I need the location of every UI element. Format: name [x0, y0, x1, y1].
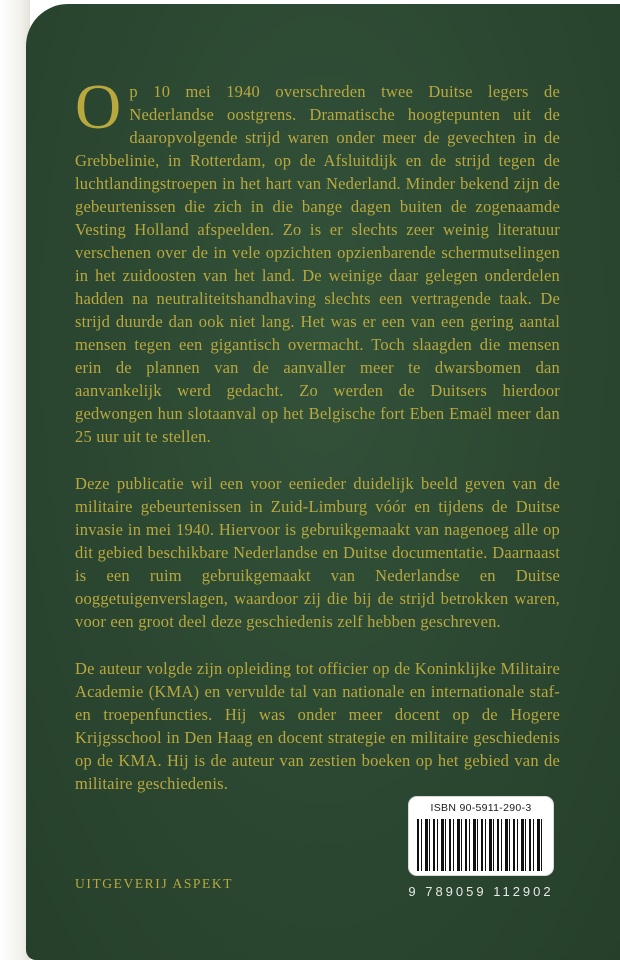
- cover-background: [26, 4, 620, 960]
- paragraph-author: De auteur volgde zijn opleiding tot officier op de Koninklijke Militaire Academie (KMA) en vervulde tal van nationale en internationale staf- en troepenfuncties. Hij was onder meer docent op de Hogere Krijgsschool in Den Haag en docent strategie en militaire geschiedenis op de KMA. Hij is de auteur van zestien boeken op het gebied van de militaire geschiedenis.: [75, 659, 560, 793]
- paragraph-intro: [75, 71, 560, 448]
- barcode-digits: 9 789059 112902: [408, 884, 554, 899]
- drop-cap-letter: O: [75, 71, 122, 142]
- barcode-panel: [408, 796, 554, 876]
- blurb-text-block: [75, 71, 560, 819]
- paragraph-publication: Deze publicatie wil een voor eenieder duidelijk beeld geven van de militaire gebeurtenissen in Zuid-Limburg vóór en tijdens de Duitse invasie in mei 1940. Hiervoor is gebruikgemaakt van nagenoeg alle op dit gebied beschikbare Nederlandse en Duitse documentatie. Daarnaast is een ruim gebruikgemaakt van Nederlandse en Duitse ooggetuigenverslagen, waardoor zij die bij de strijd betrokken waren, voor een groot deel deze geschiedenis zelf hebben geschreven.: [75, 474, 560, 631]
- isbn-label: ISBN 90-5911-290-3: [430, 802, 532, 814]
- publisher-name: UITGEVERIJ ASPEKT: [75, 876, 234, 891]
- barcode-icon: [417, 819, 545, 871]
- paragraph-intro-text: p 10 mei 1940 overschreden twee Duitse legers de Nederlandse oostgrens. Dramatische hoogtepunten uit de daaropvolgende strijd waren onder meer de gevechten in de Grebbelinie, in Rotterdam, op de Afsluitdijk en de strijd tegen de luchtlandingstroepen in het hart van Nederland. Minder bekend zijn de gebeurtenissen die zich in die bange dagen buiten de zogenaamde Vesting Holland afspeelden. Zo is er slechts zeer weinig literatuur verschenen over de in vele opzichten opzienbarende schermutselingen in het zuidoosten van het land. De weinige daar gelegen onderdelen hadden na neutraliteitshandhaving slechts een vertragende taak. De strijd duurde dan ook niet lang. Het was er een van een gering aantal mensen tegen een gigantisch overmacht. Toch slaagden die mensen erin de plannen van de aanvaller meer te dwarsbomen dan aanvankelijk werd gedacht. Zo werden de Duitsers hierdoor gedwongen hun slotaanval op het Belgische fort Eben Emaël meer dan 25 uur uit te stellen.: [75, 82, 560, 446]
